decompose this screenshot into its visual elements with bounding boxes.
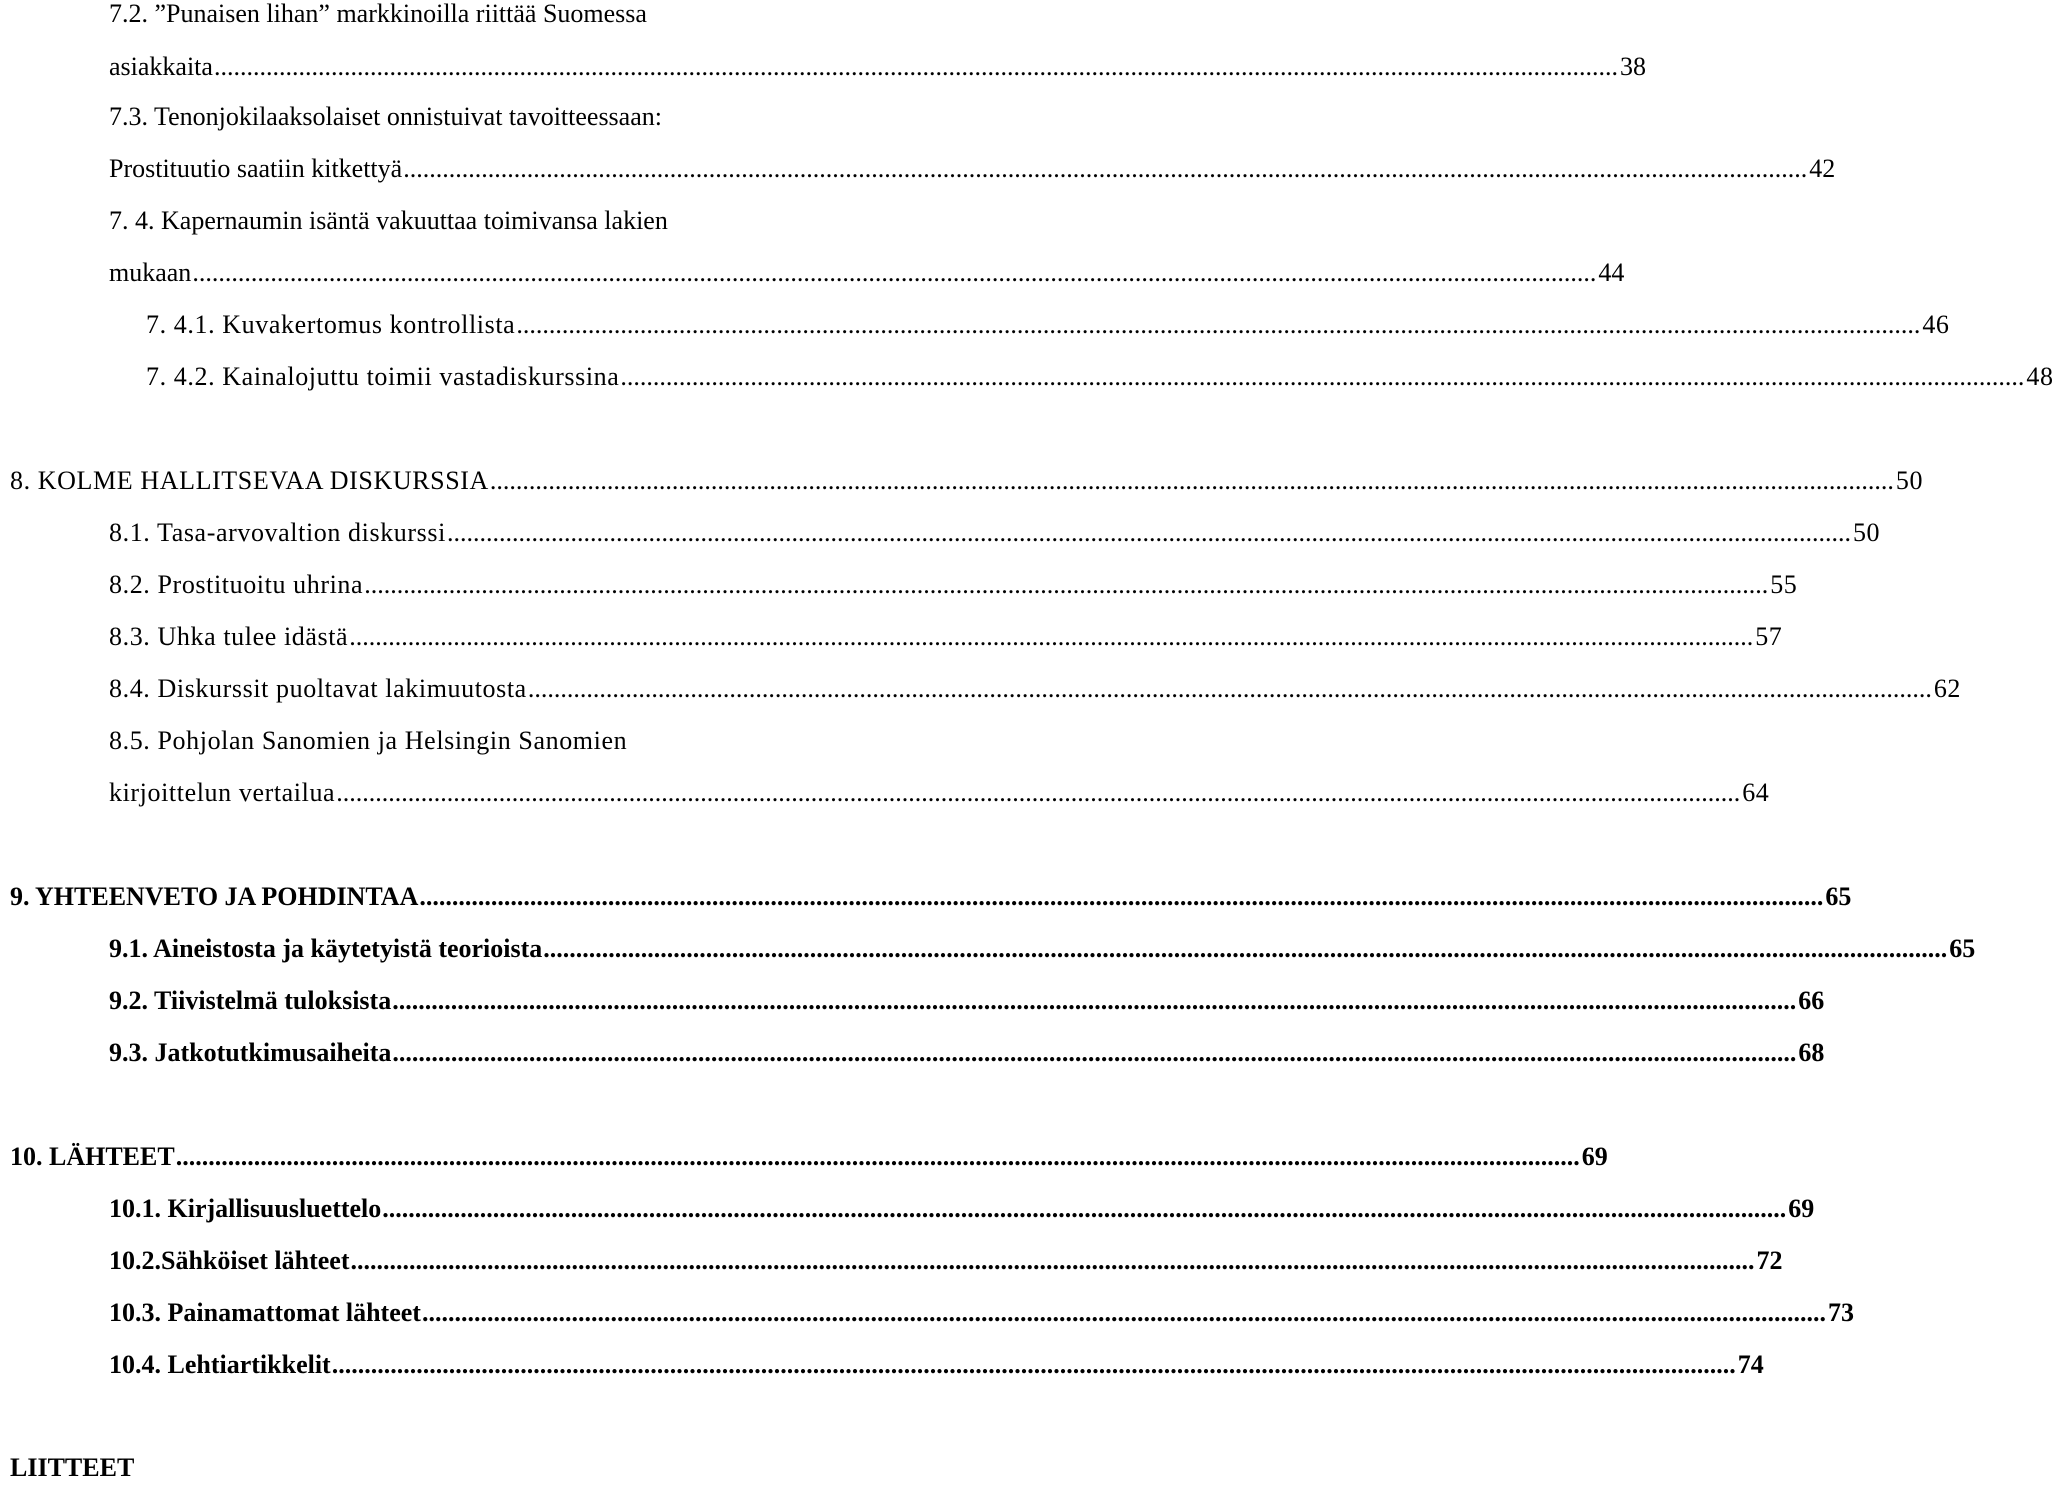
toc-entry: [109, 669, 1962, 709]
toc-page-number: 62: [1933, 674, 1962, 703]
toc-entry-text: 8. KOLME HALLITSEVAA DISKURSSIA: [10, 466, 489, 495]
toc-entry: [109, 97, 959, 137]
dot-leader: [382, 1189, 1786, 1229]
toc-entry: [109, 47, 1646, 87]
toc-page-number: 44: [1598, 258, 1625, 287]
toc-entry-text: 8.5. Pohjolan Sanomien ja Helsingin Sanomien: [109, 726, 628, 755]
toc-page-number: 73: [1827, 1298, 1854, 1327]
dot-leader: [543, 929, 1947, 969]
toc-entry-text: 10.4. Lehtiartikkelit: [109, 1350, 331, 1379]
toc-entry-text: 9.2. Tiivistelmä tuloksista: [109, 986, 392, 1015]
toc-entry: [146, 305, 1950, 345]
dot-leader: [490, 461, 1894, 501]
toc-entry: [10, 1137, 1608, 1177]
toc-entry-text: 8.3. Uhka tulee idästä: [109, 622, 349, 651]
toc-page-number: 66: [1798, 986, 1825, 1015]
toc-page-number: 48: [2026, 362, 2054, 391]
toc-entry-text: 7.2. ”Punaisen lihan” markkinoilla riittää Suomessa: [109, 0, 647, 28]
dot-leader: [447, 513, 1851, 553]
dot-leader: [351, 1241, 1755, 1281]
toc-page-number: 38: [1619, 52, 1646, 81]
toc-page-number: 74: [1737, 1350, 1764, 1379]
dot-leader: [403, 149, 1807, 189]
toc-entry: [109, 1189, 1815, 1229]
dot-leader: [419, 877, 1823, 917]
toc-entry: [109, 149, 1836, 189]
toc-page-number: 57: [1755, 622, 1783, 651]
toc-entry: [109, 1293, 1854, 1333]
toc-page-number: 69: [1581, 1142, 1608, 1171]
dot-leader: [336, 773, 1740, 813]
toc-entry-text: Prostituutio saatiin kitkettyä: [109, 154, 403, 183]
toc-entry: [109, 1345, 1764, 1385]
toc-entry: [109, 1033, 1825, 1073]
toc-page-number: 46: [1922, 310, 1950, 339]
toc-entry-text: 7. 4.1. Kuvakertomus kontrollista: [146, 310, 516, 339]
dot-leader: [192, 253, 1596, 293]
toc-entry: [109, 253, 1625, 293]
dot-leader: [332, 1345, 1736, 1385]
toc-page-number: 50: [1895, 466, 1924, 495]
toc-entry: [109, 565, 1798, 605]
dot-leader: [176, 1137, 1580, 1177]
toc-entry-text: 9.1. Aineistosta ja käytetyistä teorioista: [109, 934, 543, 963]
toc-entry-text: 10.2.Sähköiset lähteet: [109, 1246, 350, 1275]
toc-page-number: 69: [1788, 1194, 1815, 1223]
dot-leader: [392, 1033, 1796, 1073]
toc-entry: [10, 461, 1924, 501]
toc-entry: [10, 1448, 410, 1488]
toc-entry: [109, 0, 959, 34]
dot-leader: [214, 47, 1618, 87]
toc-entry-text: 8.1. Tasa-arvovaltion diskurssi: [109, 518, 446, 547]
toc-entry: [109, 721, 968, 761]
toc-page-number: 64: [1742, 778, 1770, 807]
toc-page-number: 55: [1770, 570, 1798, 599]
toc-entry-text: kirjoittelun vertailua: [109, 778, 336, 807]
toc-entry: [10, 877, 1852, 917]
dot-leader: [528, 669, 1932, 709]
toc-entry-text: 10. LÄHTEET: [10, 1142, 175, 1171]
toc-entry: [146, 357, 2054, 397]
toc-entry-text: 7.3. Tenonjokilaaksolaiset onnistuivat tavoitteessaan:: [109, 102, 662, 131]
toc-entry: [109, 773, 1770, 813]
toc-entry-text: 7. 4.2. Kainalojuttu toimii vastadiskurssina: [146, 362, 620, 391]
toc-entry-text: 10.1. Kirjallisuusluettelo: [109, 1194, 382, 1223]
dot-leader: [620, 357, 2024, 397]
dot-leader: [516, 305, 1920, 345]
toc-entry-text: mukaan: [109, 258, 192, 287]
toc-page-number: 65: [1949, 934, 1976, 963]
dot-leader: [349, 617, 1753, 657]
toc-entry-text: 8.2. Prostituoitu uhrina: [109, 570, 364, 599]
toc-entry-text: 10.3. Painamattomat lähteet: [109, 1298, 421, 1327]
dot-leader: [422, 1293, 1826, 1333]
toc-entry-text: LIITTEET: [10, 1453, 135, 1482]
toc-page-number: 68: [1798, 1038, 1825, 1067]
dot-leader: [364, 565, 1768, 605]
toc-entry: [109, 981, 1825, 1021]
toc-entry: [109, 1241, 1783, 1281]
toc-entry: [109, 617, 1783, 657]
toc-entry-text: 9.3. Jatkotutkimusaiheita: [109, 1038, 392, 1067]
toc-entry: [109, 201, 959, 241]
toc-entry-text: 9. YHTEENVETO JA POHDINTAA: [10, 882, 419, 911]
toc-page-number: 50: [1852, 518, 1881, 547]
toc-entry-text: asiakkaita: [109, 52, 213, 81]
toc-page-number: 65: [1825, 882, 1852, 911]
toc-page-number: 42: [1809, 154, 1836, 183]
toc-entry-text: 8.4. Diskurssit puoltavat lakimuutosta: [109, 674, 527, 703]
toc-entry: [109, 513, 1881, 553]
toc-entry: [109, 929, 1976, 969]
dot-leader: [392, 981, 1796, 1021]
toc-page-number: 72: [1756, 1246, 1783, 1275]
toc-entry-text: 7. 4. Kapernaumin isäntä vakuuttaa toimivansa lakien: [109, 206, 668, 235]
